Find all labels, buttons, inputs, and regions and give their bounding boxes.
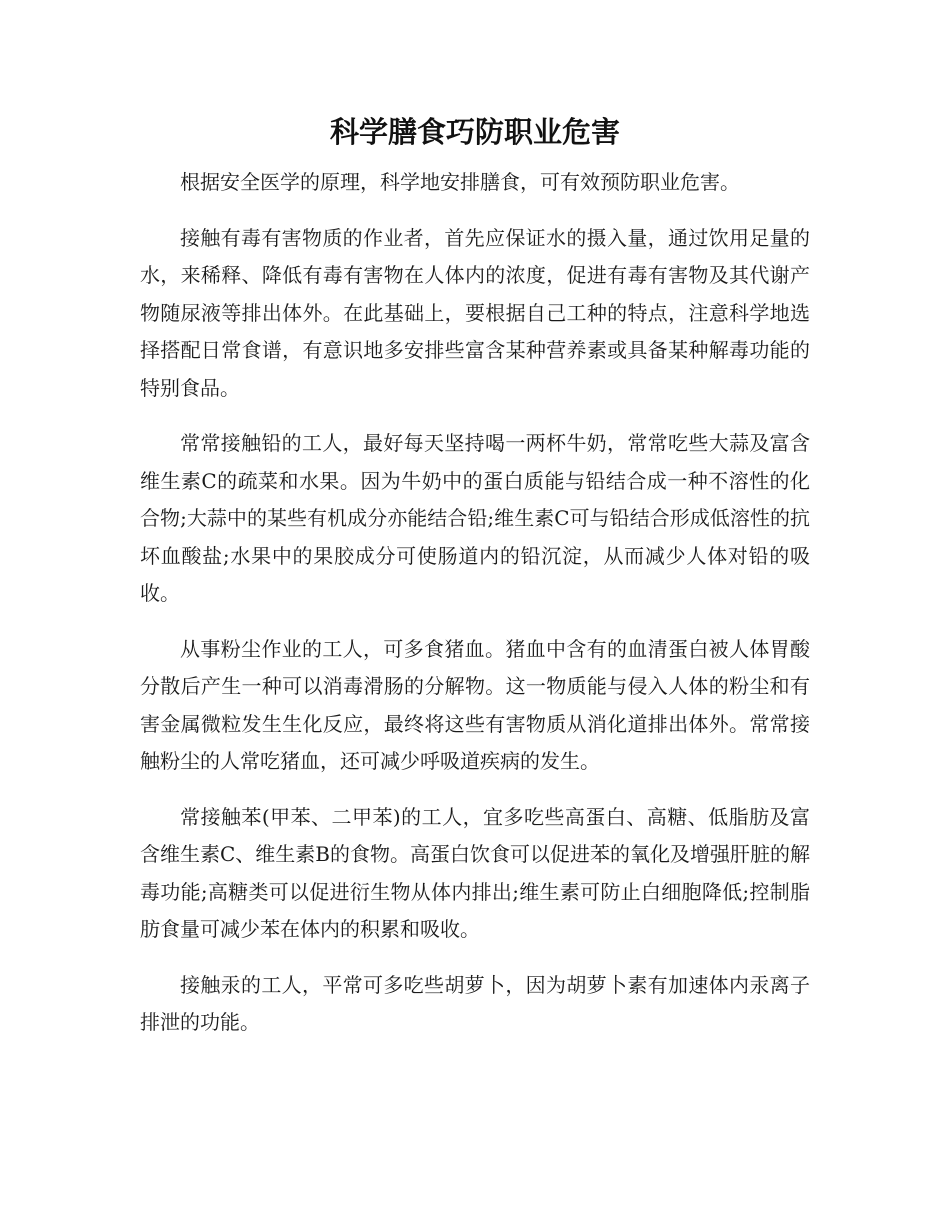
paragraph-lead: 常常接触铅的工人，最好每天坚持喝一两杯牛奶，常常吃些大蒜及富含维生素C的疏菜和水果。因为牛奶中的蛋白质能与铅结合成一种不溶性的化合物;大蒜中的某些有机成分亦能结合铅;维生素C可与铅结合形成低溶性的抗坏血酸盐;水果中的果胶成分可使肠道内的铅沉淀，从而减少人体对铅的吸收。 — [140, 431, 810, 605]
paragraph-mercury: 接触汞的工人，平常可多吃些胡萝卜，因为胡萝卜素有加速体内汞离子排泄的功能。 — [140, 972, 810, 1034]
paragraph-water-intake: 接触有毒有害物质的作业者，首先应保证水的摄入量，通过饮用足量的水，来稀释、降低有毒有害物在人体内的浓度，促进有毒有害物及其代谢产物随尿液等排出体外。在此基础上，要根据自己工种的特点，注意科学地选择搭配日常食谱，有意识地多安排些富含某种营养素或具备某种解毒功能的特别食品。 — [140, 225, 810, 400]
document-body — [140, 164, 810, 1060]
paragraph-benzene: 常接触苯(甲苯、二甲苯)的工人，宜多吃些高蛋白、高糖、低脂肪及富含维生素C、维生素B的食物。高蛋白饮食可以促进苯的氧化及增强肝脏的解毒功能;高糖类可以促进衍生物从体内排出;维生素可防止白细胞降低;控制脂肪食量可减少苯在体内的积累和吸收。 — [140, 804, 810, 941]
paragraph-dust: 从事粉尘作业的工人，可多食猪血。猪血中含有的血清蛋白被人体胃酸分散后产生一种可以消毒滑肠的分解物。这一物质能与侵入人体的粉尘和有害金属微粒发生生化反应，最终将这些有害物质从消化道排出体外。常常接触粉尘的人常吃猪血，还可减少呼吸道疾病的发生。 — [140, 636, 810, 773]
paragraph-intro: 根据安全医学的原理，科学地安排膳食，可有效预防职业危害。 — [180, 170, 740, 194]
document-title: 科学膳食巧防职业危害 — [329, 115, 620, 149]
